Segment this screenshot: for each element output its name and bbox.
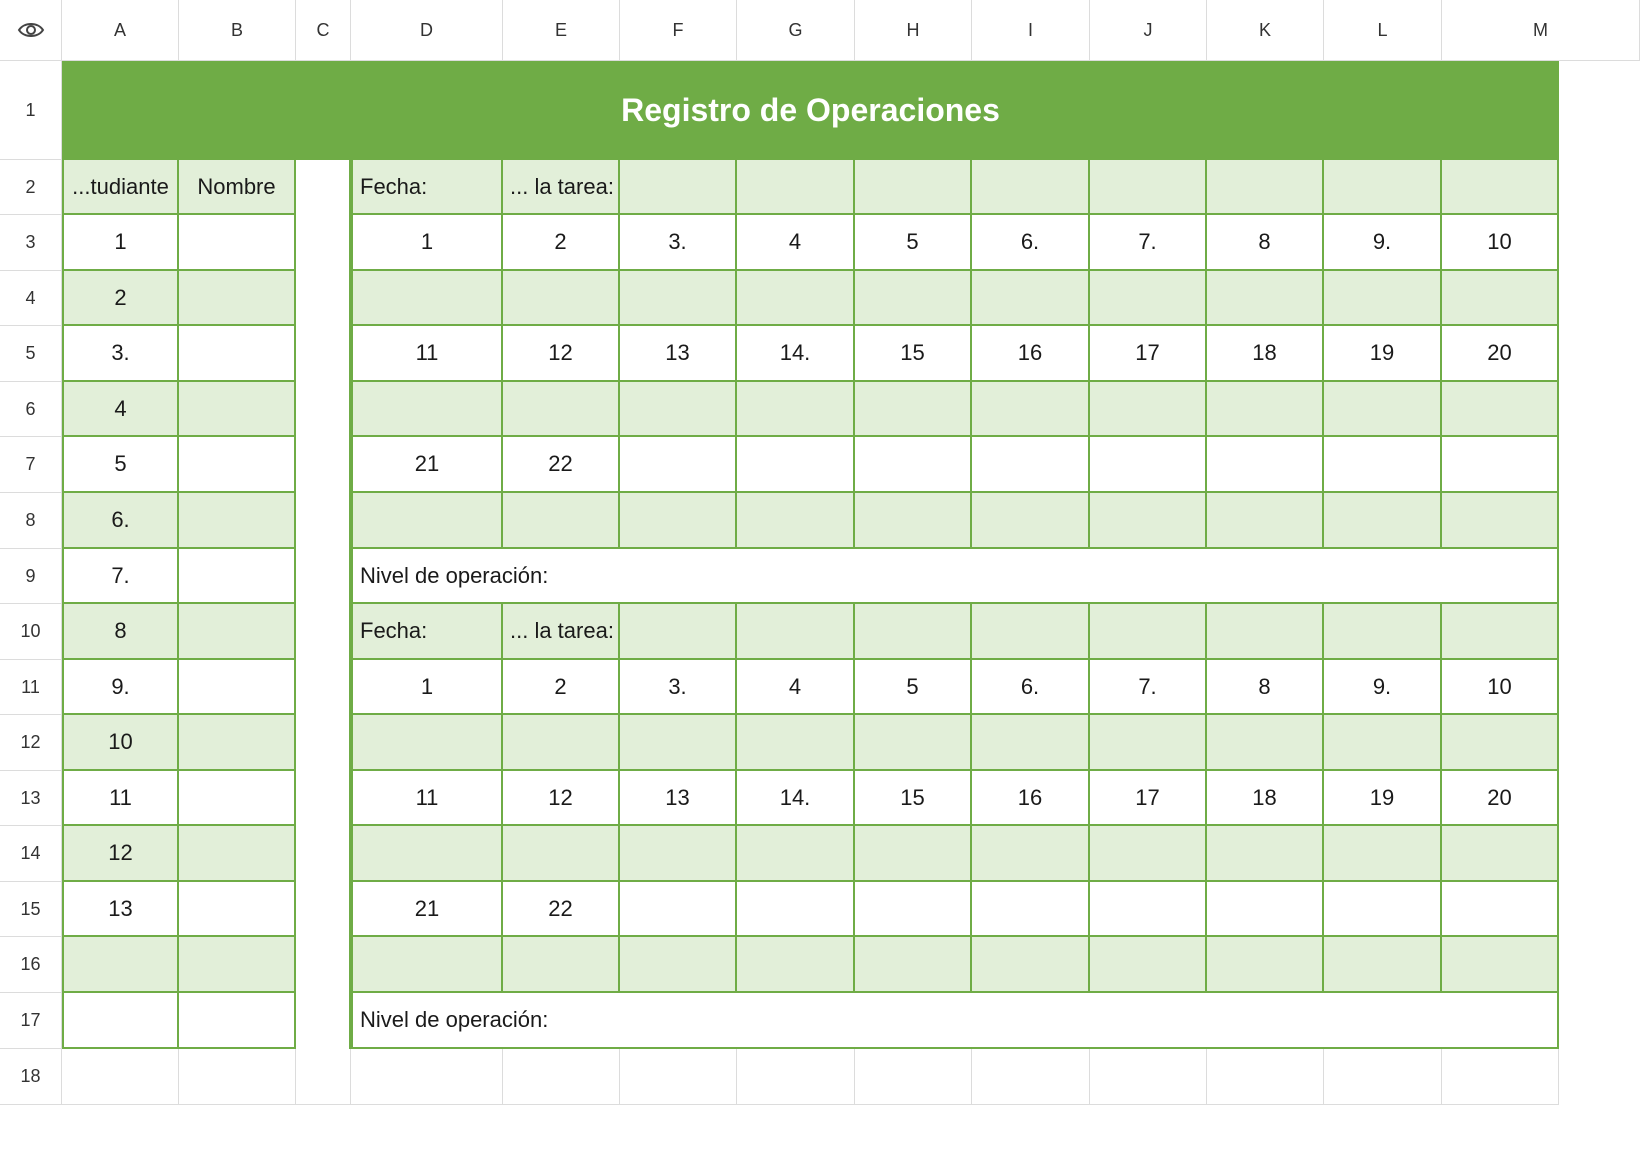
- block1-score-cell[interactable]: [1090, 382, 1207, 437]
- block2-score-cell[interactable]: [1207, 826, 1324, 882]
- block1-score-cell[interactable]: [351, 271, 503, 326]
- block2-score-cell[interactable]: [1090, 937, 1207, 993]
- column-header-g[interactable]: G: [737, 0, 855, 61]
- empty-cell[interactable]: [1207, 1049, 1324, 1105]
- block2-score-cell[interactable]: [1090, 826, 1207, 882]
- block1-task-number[interactable]: [1090, 437, 1207, 493]
- block2-task-number[interactable]: 13: [620, 771, 737, 826]
- block2-task-number[interactable]: 19: [1324, 771, 1442, 826]
- block1-score-cell[interactable]: [1207, 493, 1324, 549]
- column-header-j[interactable]: J: [1090, 0, 1207, 61]
- block1-header-cell[interactable]: [620, 160, 737, 215]
- roster-header-name[interactable]: Nombre: [179, 160, 296, 215]
- block1-score-cell[interactable]: [620, 271, 737, 326]
- row-header-18[interactable]: 18: [0, 1049, 62, 1105]
- row-header-5[interactable]: 5: [0, 326, 62, 382]
- roster-student-number[interactable]: 11: [62, 771, 179, 826]
- roster-student-number[interactable]: [62, 937, 179, 993]
- empty-cell[interactable]: [179, 1049, 296, 1105]
- roster-name-cell[interactable]: [179, 382, 296, 437]
- block2-score-cell[interactable]: [503, 937, 620, 993]
- block2-score-cell[interactable]: [1324, 937, 1442, 993]
- roster-name-cell[interactable]: [179, 326, 296, 382]
- block2-score-cell[interactable]: [1442, 715, 1559, 771]
- block2-task-number[interactable]: [620, 882, 737, 937]
- block1-score-cell[interactable]: [1324, 493, 1442, 549]
- roster-name-cell[interactable]: [179, 993, 296, 1049]
- block1-score-cell[interactable]: [351, 382, 503, 437]
- block2-score-cell[interactable]: [1324, 715, 1442, 771]
- empty-cell[interactable]: [1442, 1049, 1559, 1105]
- block2-nivel-label[interactable]: Nivel de operación:: [351, 993, 1559, 1049]
- block1-task-number[interactable]: 13: [620, 326, 737, 382]
- block2-task-number[interactable]: 16: [972, 771, 1090, 826]
- roster-student-number[interactable]: 1: [62, 215, 179, 271]
- roster-student-number[interactable]: 5: [62, 437, 179, 493]
- block1-score-cell[interactable]: [620, 382, 737, 437]
- empty-cell[interactable]: [503, 1049, 620, 1105]
- block1-tarea-label[interactable]: ... la tarea:: [503, 160, 620, 215]
- block1-task-number[interactable]: 10: [1442, 215, 1559, 271]
- block2-score-cell[interactable]: [620, 715, 737, 771]
- block2-score-cell[interactable]: [737, 715, 855, 771]
- roster-name-cell[interactable]: [179, 215, 296, 271]
- block2-task-number[interactable]: 22: [503, 882, 620, 937]
- block1-header-cell[interactable]: [1207, 160, 1324, 215]
- roster-name-cell[interactable]: [179, 937, 296, 993]
- row-header-17[interactable]: 17: [0, 993, 62, 1049]
- block2-score-cell[interactable]: [351, 937, 503, 993]
- row-header-15[interactable]: 15: [0, 882, 62, 937]
- block1-task-number[interactable]: 15: [855, 326, 972, 382]
- block2-header-cell[interactable]: [1090, 604, 1207, 660]
- empty-cell[interactable]: [62, 1049, 179, 1105]
- block2-score-cell[interactable]: [1207, 937, 1324, 993]
- block1-score-cell[interactable]: [1442, 382, 1559, 437]
- block2-task-number[interactable]: 11: [351, 771, 503, 826]
- block2-score-cell[interactable]: [972, 715, 1090, 771]
- block2-task-number[interactable]: 8: [1207, 660, 1324, 715]
- block1-score-cell[interactable]: [1324, 382, 1442, 437]
- row-header-14[interactable]: 14: [0, 826, 62, 882]
- block2-header-cell[interactable]: [855, 604, 972, 660]
- block1-score-cell[interactable]: [351, 493, 503, 549]
- block2-header-cell[interactable]: [620, 604, 737, 660]
- block1-score-cell[interactable]: [972, 382, 1090, 437]
- roster-student-number[interactable]: 7.: [62, 549, 179, 604]
- empty-cell[interactable]: [972, 1049, 1090, 1105]
- row-header-4[interactable]: 4: [0, 271, 62, 326]
- block1-task-number[interactable]: 7.: [1090, 215, 1207, 271]
- eye-icon[interactable]: [17, 21, 45, 39]
- block1-score-cell[interactable]: [737, 271, 855, 326]
- block2-task-number[interactable]: 18: [1207, 771, 1324, 826]
- block2-score-cell[interactable]: [855, 937, 972, 993]
- block1-score-cell[interactable]: [503, 493, 620, 549]
- block2-task-number[interactable]: 17: [1090, 771, 1207, 826]
- block1-score-cell[interactable]: [855, 382, 972, 437]
- row-header-16[interactable]: 16: [0, 937, 62, 993]
- column-header-k[interactable]: K: [1207, 0, 1324, 61]
- roster-name-cell[interactable]: [179, 771, 296, 826]
- roster-student-number[interactable]: 9.: [62, 660, 179, 715]
- block1-score-cell[interactable]: [1442, 493, 1559, 549]
- roster-student-number[interactable]: 13: [62, 882, 179, 937]
- block2-header-cell[interactable]: [972, 604, 1090, 660]
- block1-task-number[interactable]: 8: [1207, 215, 1324, 271]
- block1-score-cell[interactable]: [503, 382, 620, 437]
- roster-name-cell[interactable]: [179, 715, 296, 771]
- block2-score-cell[interactable]: [855, 826, 972, 882]
- row-header-3[interactable]: 3: [0, 215, 62, 271]
- row-header-11[interactable]: 11: [0, 660, 62, 715]
- block2-header-cell[interactable]: [1442, 604, 1559, 660]
- roster-student-number[interactable]: 2: [62, 271, 179, 326]
- block2-score-cell[interactable]: [855, 715, 972, 771]
- block1-score-cell[interactable]: [503, 271, 620, 326]
- block1-score-cell[interactable]: [1090, 493, 1207, 549]
- row-header-8[interactable]: 8: [0, 493, 62, 549]
- block2-score-cell[interactable]: [1442, 826, 1559, 882]
- block2-score-cell[interactable]: [1442, 937, 1559, 993]
- roster-name-cell[interactable]: [179, 660, 296, 715]
- column-header-e[interactable]: E: [503, 0, 620, 61]
- block2-task-number[interactable]: [1090, 882, 1207, 937]
- block2-score-cell[interactable]: [972, 937, 1090, 993]
- block1-header-cell[interactable]: [855, 160, 972, 215]
- block2-score-cell[interactable]: [972, 826, 1090, 882]
- roster-student-number[interactable]: 8: [62, 604, 179, 660]
- block1-task-number[interactable]: 22: [503, 437, 620, 493]
- empty-cell[interactable]: [1324, 1049, 1442, 1105]
- block1-task-number[interactable]: 14.: [737, 326, 855, 382]
- block1-task-number[interactable]: 19: [1324, 326, 1442, 382]
- empty-cell[interactable]: [1090, 1049, 1207, 1105]
- block1-task-number[interactable]: 1: [351, 215, 503, 271]
- block1-task-number[interactable]: 2: [503, 215, 620, 271]
- block1-score-cell[interactable]: [855, 493, 972, 549]
- block1-score-cell[interactable]: [620, 493, 737, 549]
- block2-task-number[interactable]: [1324, 882, 1442, 937]
- block1-score-cell[interactable]: [972, 493, 1090, 549]
- block2-task-number[interactable]: 6.: [972, 660, 1090, 715]
- block1-score-cell[interactable]: [972, 271, 1090, 326]
- roster-name-cell[interactable]: [179, 437, 296, 493]
- row-header-9[interactable]: 9: [0, 549, 62, 604]
- block1-task-number[interactable]: 3.: [620, 215, 737, 271]
- block1-task-number[interactable]: 21: [351, 437, 503, 493]
- block2-task-number[interactable]: 9.: [1324, 660, 1442, 715]
- block2-score-cell[interactable]: [1324, 826, 1442, 882]
- block2-task-number[interactable]: 15: [855, 771, 972, 826]
- roster-student-number[interactable]: 3.: [62, 326, 179, 382]
- block2-task-number[interactable]: 3.: [620, 660, 737, 715]
- block2-task-number[interactable]: 1: [351, 660, 503, 715]
- block2-score-cell[interactable]: [737, 826, 855, 882]
- block1-task-number[interactable]: 6.: [972, 215, 1090, 271]
- block2-task-number[interactable]: 21: [351, 882, 503, 937]
- block2-score-cell[interactable]: [351, 715, 503, 771]
- block1-task-number[interactable]: [1442, 437, 1559, 493]
- empty-cell[interactable]: [855, 1049, 972, 1105]
- block2-header-cell[interactable]: [1207, 604, 1324, 660]
- block1-task-number[interactable]: 16: [972, 326, 1090, 382]
- block1-score-cell[interactable]: [1090, 271, 1207, 326]
- block1-task-number[interactable]: 12: [503, 326, 620, 382]
- block2-tarea-label[interactable]: ... la tarea:: [503, 604, 620, 660]
- block2-task-number[interactable]: [1207, 882, 1324, 937]
- empty-cell[interactable]: [296, 1049, 351, 1105]
- block1-task-number[interactable]: 11: [351, 326, 503, 382]
- roster-name-cell[interactable]: [179, 604, 296, 660]
- block2-score-cell[interactable]: [503, 826, 620, 882]
- block2-score-cell[interactable]: [1090, 715, 1207, 771]
- empty-cell[interactable]: [737, 1049, 855, 1105]
- roster-name-cell[interactable]: [179, 493, 296, 549]
- roster-name-cell[interactable]: [179, 549, 296, 604]
- block2-task-number[interactable]: [855, 882, 972, 937]
- block2-task-number[interactable]: 10: [1442, 660, 1559, 715]
- block2-score-cell[interactable]: [351, 826, 503, 882]
- roster-name-cell[interactable]: [179, 271, 296, 326]
- block2-task-number[interactable]: 5: [855, 660, 972, 715]
- block2-fecha-label[interactable]: Fecha:: [351, 604, 503, 660]
- block2-task-number[interactable]: 12: [503, 771, 620, 826]
- block1-score-cell[interactable]: [1207, 382, 1324, 437]
- column-header-l[interactable]: L: [1324, 0, 1442, 61]
- empty-cell[interactable]: [620, 1049, 737, 1105]
- roster-student-number[interactable]: [62, 993, 179, 1049]
- block1-task-number[interactable]: 20: [1442, 326, 1559, 382]
- column-header-a[interactable]: A: [62, 0, 179, 61]
- block1-task-number[interactable]: [1324, 437, 1442, 493]
- roster-student-number[interactable]: 6.: [62, 493, 179, 549]
- block2-task-number[interactable]: [1442, 882, 1559, 937]
- block2-task-number[interactable]: [972, 882, 1090, 937]
- block2-score-cell[interactable]: [1207, 715, 1324, 771]
- roster-student-number[interactable]: 12: [62, 826, 179, 882]
- block2-score-cell[interactable]: [737, 937, 855, 993]
- block2-header-cell[interactable]: [737, 604, 855, 660]
- block1-nivel-label[interactable]: Nivel de operación:: [351, 549, 1559, 604]
- block1-header-cell[interactable]: [1090, 160, 1207, 215]
- block2-task-number[interactable]: 4: [737, 660, 855, 715]
- block1-fecha-label[interactable]: Fecha:: [351, 160, 503, 215]
- block2-score-cell[interactable]: [503, 715, 620, 771]
- block1-task-number[interactable]: 5: [855, 215, 972, 271]
- block2-task-number[interactable]: 14.: [737, 771, 855, 826]
- row-header-7[interactable]: 7: [0, 437, 62, 493]
- block1-task-number[interactable]: 4: [737, 215, 855, 271]
- column-header-d[interactable]: D: [351, 0, 503, 61]
- block2-task-number[interactable]: 7.: [1090, 660, 1207, 715]
- block1-task-number[interactable]: [972, 437, 1090, 493]
- block1-score-cell[interactable]: [737, 382, 855, 437]
- block2-task-number[interactable]: 2: [503, 660, 620, 715]
- block1-task-number[interactable]: [1207, 437, 1324, 493]
- block1-score-cell[interactable]: [1442, 271, 1559, 326]
- sheet-title: Registro de Operaciones: [62, 61, 1559, 160]
- column-header-f[interactable]: F: [620, 0, 737, 61]
- block1-header-cell[interactable]: [1324, 160, 1442, 215]
- corner-cell[interactable]: [0, 0, 62, 61]
- block1-header-cell[interactable]: [737, 160, 855, 215]
- row-header-10[interactable]: 10: [0, 604, 62, 660]
- block1-task-number[interactable]: 9.: [1324, 215, 1442, 271]
- row-header-6[interactable]: 6: [0, 382, 62, 437]
- block1-score-cell[interactable]: [1207, 271, 1324, 326]
- column-header-b[interactable]: B: [179, 0, 296, 61]
- roster-student-number[interactable]: 10: [62, 715, 179, 771]
- block1-score-cell[interactable]: [737, 493, 855, 549]
- block2-task-number[interactable]: [737, 882, 855, 937]
- block2-task-number[interactable]: 20: [1442, 771, 1559, 826]
- row-header-12[interactable]: 12: [0, 715, 62, 771]
- column-header-h[interactable]: H: [855, 0, 972, 61]
- block2-score-cell[interactable]: [620, 826, 737, 882]
- roster-name-cell[interactable]: [179, 826, 296, 882]
- block2-header-cell[interactable]: [1324, 604, 1442, 660]
- roster-name-cell[interactable]: [179, 882, 296, 937]
- roster-student-number[interactable]: 4: [62, 382, 179, 437]
- block1-header-cell[interactable]: [972, 160, 1090, 215]
- row-header-1[interactable]: 1: [0, 61, 62, 160]
- column-c-spacer: [296, 160, 351, 1049]
- block1-task-number[interactable]: [737, 437, 855, 493]
- roster-header-student[interactable]: ...tudiante: [62, 160, 179, 215]
- row-header-2[interactable]: 2: [0, 160, 62, 215]
- block1-header-cell[interactable]: [1442, 160, 1559, 215]
- column-header-c[interactable]: C: [296, 0, 351, 61]
- column-header-i[interactable]: I: [972, 0, 1090, 61]
- block1-task-number[interactable]: [855, 437, 972, 493]
- block1-task-number[interactable]: [620, 437, 737, 493]
- column-header-m[interactable]: M: [1442, 0, 1640, 61]
- empty-cell[interactable]: [351, 1049, 503, 1105]
- row-header-13[interactable]: 13: [0, 771, 62, 826]
- block1-score-cell[interactable]: [1324, 271, 1442, 326]
- block2-score-cell[interactable]: [620, 937, 737, 993]
- block1-score-cell[interactable]: [855, 271, 972, 326]
- block1-task-number[interactable]: 17: [1090, 326, 1207, 382]
- block1-task-number[interactable]: 18: [1207, 326, 1324, 382]
